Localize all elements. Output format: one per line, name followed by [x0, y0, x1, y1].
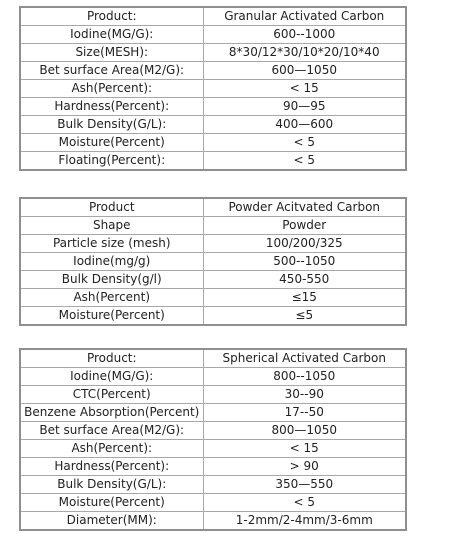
property-value-cell: Spherical Activated Carbon — [203, 349, 406, 368]
property-label-cell: Iodine(MG/G): — [20, 26, 203, 44]
table-row — [20, 98, 406, 116]
property-label-cell: Bet surface Area(M2/G): — [20, 422, 203, 440]
table-row — [20, 368, 406, 386]
powder-carbon-spec-table — [19, 197, 407, 326]
property-label-cell: Product — [20, 198, 203, 217]
property-value-cell: Granular Activated Carbon — [203, 7, 406, 26]
property-label-cell: Iodine(mg/g) — [20, 253, 203, 271]
property-value-cell: 400—600 — [203, 116, 406, 134]
property-value-cell: 8*30/12*30/10*20/10*40 — [203, 44, 406, 62]
property-value-cell: 30--90 — [203, 386, 406, 404]
property-label-cell: Benzene Absorption(Percent) — [20, 404, 203, 422]
table-row — [20, 476, 406, 494]
property-label-cell: Moisture(Percent) — [20, 134, 203, 152]
property-value-cell: 90—95 — [203, 98, 406, 116]
table-row — [20, 404, 406, 422]
property-value-cell: 800--1050 — [203, 368, 406, 386]
property-label-cell: Ash(Percent) — [20, 289, 203, 307]
table-row — [20, 116, 406, 134]
table-row — [20, 307, 406, 326]
table-header-row — [20, 7, 406, 26]
property-label-cell: Hardness(Percent): — [20, 458, 203, 476]
table-row — [20, 494, 406, 512]
property-value-cell: < 15 — [203, 440, 406, 458]
table-row — [20, 422, 406, 440]
table-row — [20, 134, 406, 152]
property-label-cell: Floating(Percent): — [20, 152, 203, 171]
property-label-cell: Shape — [20, 217, 203, 235]
property-label-cell: Moisture(Percent) — [20, 307, 203, 326]
property-value-cell: < 5 — [203, 152, 406, 171]
property-value-cell: > 90 — [203, 458, 406, 476]
property-label-cell: Moisture(Percent) — [20, 494, 203, 512]
table-row — [20, 44, 406, 62]
property-label-cell: Bet surface Area(M2/G): — [20, 62, 203, 80]
property-value-cell: 600—1050 — [203, 62, 406, 80]
property-label-cell: Product: — [20, 7, 203, 26]
table-row — [20, 440, 406, 458]
property-label-cell: Hardness(Percent): — [20, 98, 203, 116]
property-label-cell: CTC(Percent) — [20, 386, 203, 404]
table-row — [20, 80, 406, 98]
property-value-cell: 17--50 — [203, 404, 406, 422]
property-value-cell: Powder Acitvated Carbon — [203, 198, 406, 217]
table-header-row — [20, 198, 406, 217]
property-value-cell: 100/200/325 — [203, 235, 406, 253]
property-label-cell: Bulk Density(g/l) — [20, 271, 203, 289]
property-label-cell: Bulk Density(G/L): — [20, 116, 203, 134]
table-row — [20, 26, 406, 44]
property-label-cell: Product: — [20, 349, 203, 368]
property-value-cell: 1-2mm/2-4mm/3-6mm — [203, 512, 406, 531]
table-row — [20, 271, 406, 289]
property-value-cell: Powder — [203, 217, 406, 235]
table-row — [20, 458, 406, 476]
property-value-cell: < 5 — [203, 494, 406, 512]
table-row — [20, 253, 406, 271]
table-row — [20, 152, 406, 171]
property-label-cell: Diameter(MM): — [20, 512, 203, 531]
property-value-cell: 800—1050 — [203, 422, 406, 440]
table-row — [20, 386, 406, 404]
property-label-cell: Ash(Percent): — [20, 440, 203, 458]
property-value-cell: 350—550 — [203, 476, 406, 494]
property-value-cell: ≤15 — [203, 289, 406, 307]
property-value-cell: 450-550 — [203, 271, 406, 289]
property-label-cell: Size(MESH): — [20, 44, 203, 62]
table-row — [20, 235, 406, 253]
property-value-cell: 600--1000 — [203, 26, 406, 44]
granular-carbon-spec-table — [19, 6, 407, 171]
table-row — [20, 62, 406, 80]
table-header-row — [20, 349, 406, 368]
property-value-cell: < 5 — [203, 134, 406, 152]
property-value-cell: < 15 — [203, 80, 406, 98]
property-value-cell: ≤5 — [203, 307, 406, 326]
spherical-carbon-spec-table — [19, 348, 407, 531]
property-value-cell: 500--1050 — [203, 253, 406, 271]
table-row — [20, 289, 406, 307]
property-label-cell: Ash(Percent): — [20, 80, 203, 98]
property-label-cell: Particle size (mesh) — [20, 235, 203, 253]
property-label-cell: Iodine(MG/G): — [20, 368, 203, 386]
table-row — [20, 512, 406, 531]
table-row — [20, 217, 406, 235]
property-label-cell: Bulk Density(G/L): — [20, 476, 203, 494]
